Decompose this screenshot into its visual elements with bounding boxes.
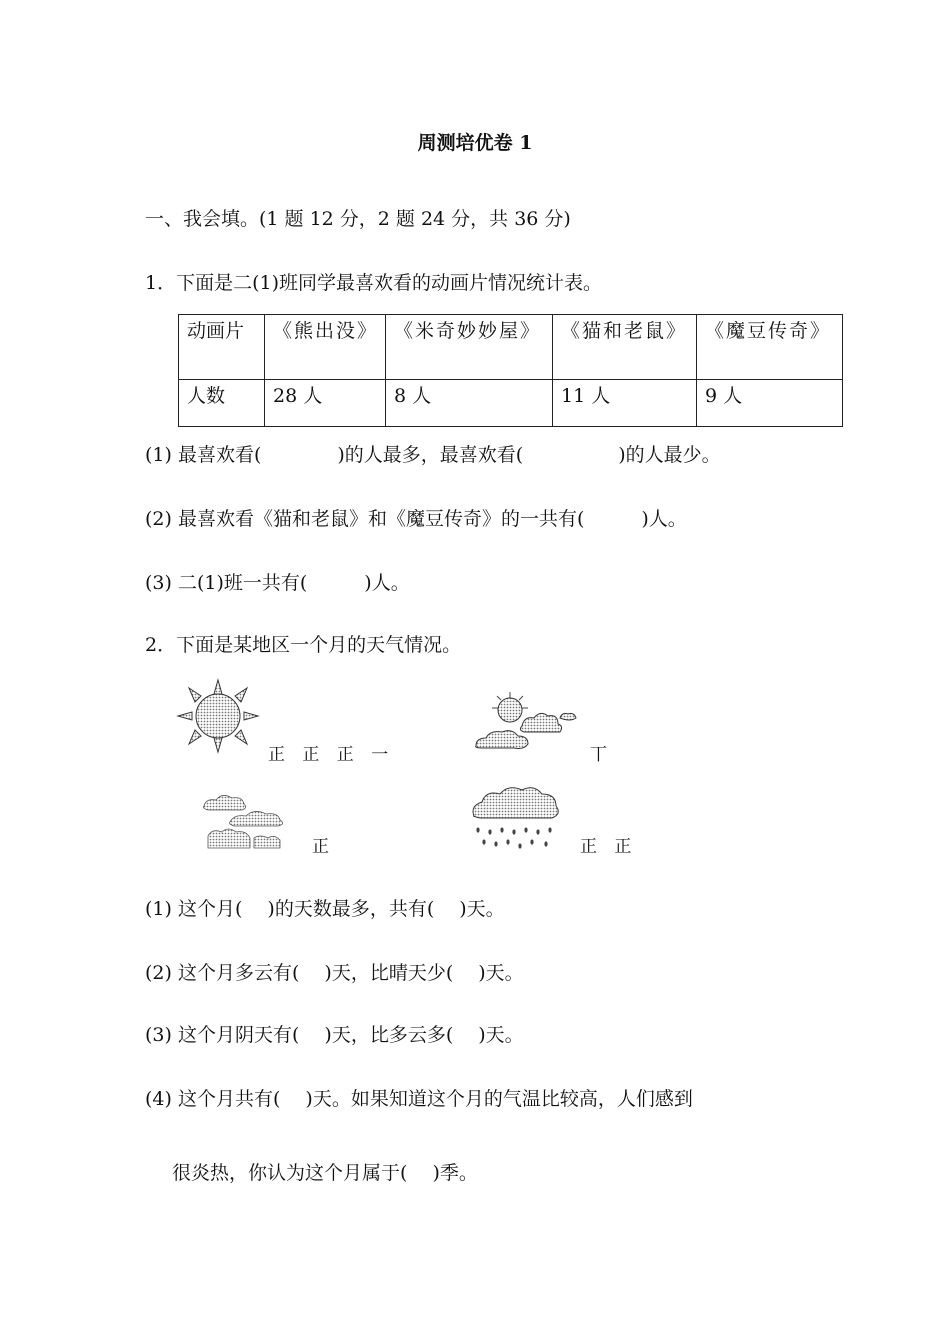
sunny-tally: 正 正 正 ⼀ (268, 745, 395, 765)
q1-sub1: (1) 最喜欢看( )的人最多，最喜欢看( )的人最少。 (145, 444, 721, 466)
table-cell: 11 人 (553, 380, 697, 427)
overcast-icon (200, 790, 310, 852)
q2-sub3: (3) 这个月阴天有( )天，比多云多( )天。 (145, 1024, 524, 1046)
table-cell: 《猫和老鼠》 (553, 315, 697, 380)
table-cell: 《米奇妙妙屋》 (386, 315, 553, 380)
q1-sub2: (2) 最喜欢看《猫和老鼠》和《魔豆传奇》的一共有( )人。 (145, 508, 687, 530)
cartoon-survey-table (178, 314, 843, 427)
question-2-prompt: 2．下面是某地区一个月的天气情况。 (145, 634, 462, 656)
table-cell: 8 人 (386, 380, 553, 427)
rain-tally: 正 正 (580, 837, 638, 857)
rain-icon (468, 786, 564, 854)
q2-sub4-line1: (4) 这个月共有( )天。如果知道这个月的气温比较高，人们感到 (145, 1088, 693, 1110)
q2-sub1: (1) 这个月( )的天数最多，共有( )天。 (145, 898, 505, 920)
partly-cloudy-tally: 丅 (590, 745, 613, 765)
table-header-row (179, 315, 843, 380)
table-cell: 《熊出没》 (265, 315, 386, 380)
question-1-prompt: 1．下面是二(1)班同学最喜欢看的动画片情况统计表。 (145, 272, 603, 294)
table-cell: 动画片 (179, 315, 265, 380)
table-cell: 人数 (179, 380, 265, 427)
sun-icon (176, 678, 260, 754)
table-cell: 《魔豆传奇》 (697, 315, 843, 380)
section-heading: 一、我会填。(1 题 12 分，2 题 24 分，共 36 分) (145, 208, 571, 230)
q2-sub4-line2: 很炎热，你认为这个月属于( )季。 (172, 1162, 478, 1184)
overcast-tally: 正 (312, 837, 335, 857)
table-cell: 9 人 (697, 380, 843, 427)
page-title: 周测培优卷 1 (417, 132, 533, 154)
partly-cloudy-icon (470, 688, 582, 758)
q1-sub3: (3) 二(1)班一共有( )人。 (145, 572, 410, 594)
q2-sub2: (2) 这个月多云有( )天，比晴天少( )天。 (145, 962, 524, 984)
table-cell: 28 人 (265, 380, 386, 427)
table-row (179, 380, 843, 427)
